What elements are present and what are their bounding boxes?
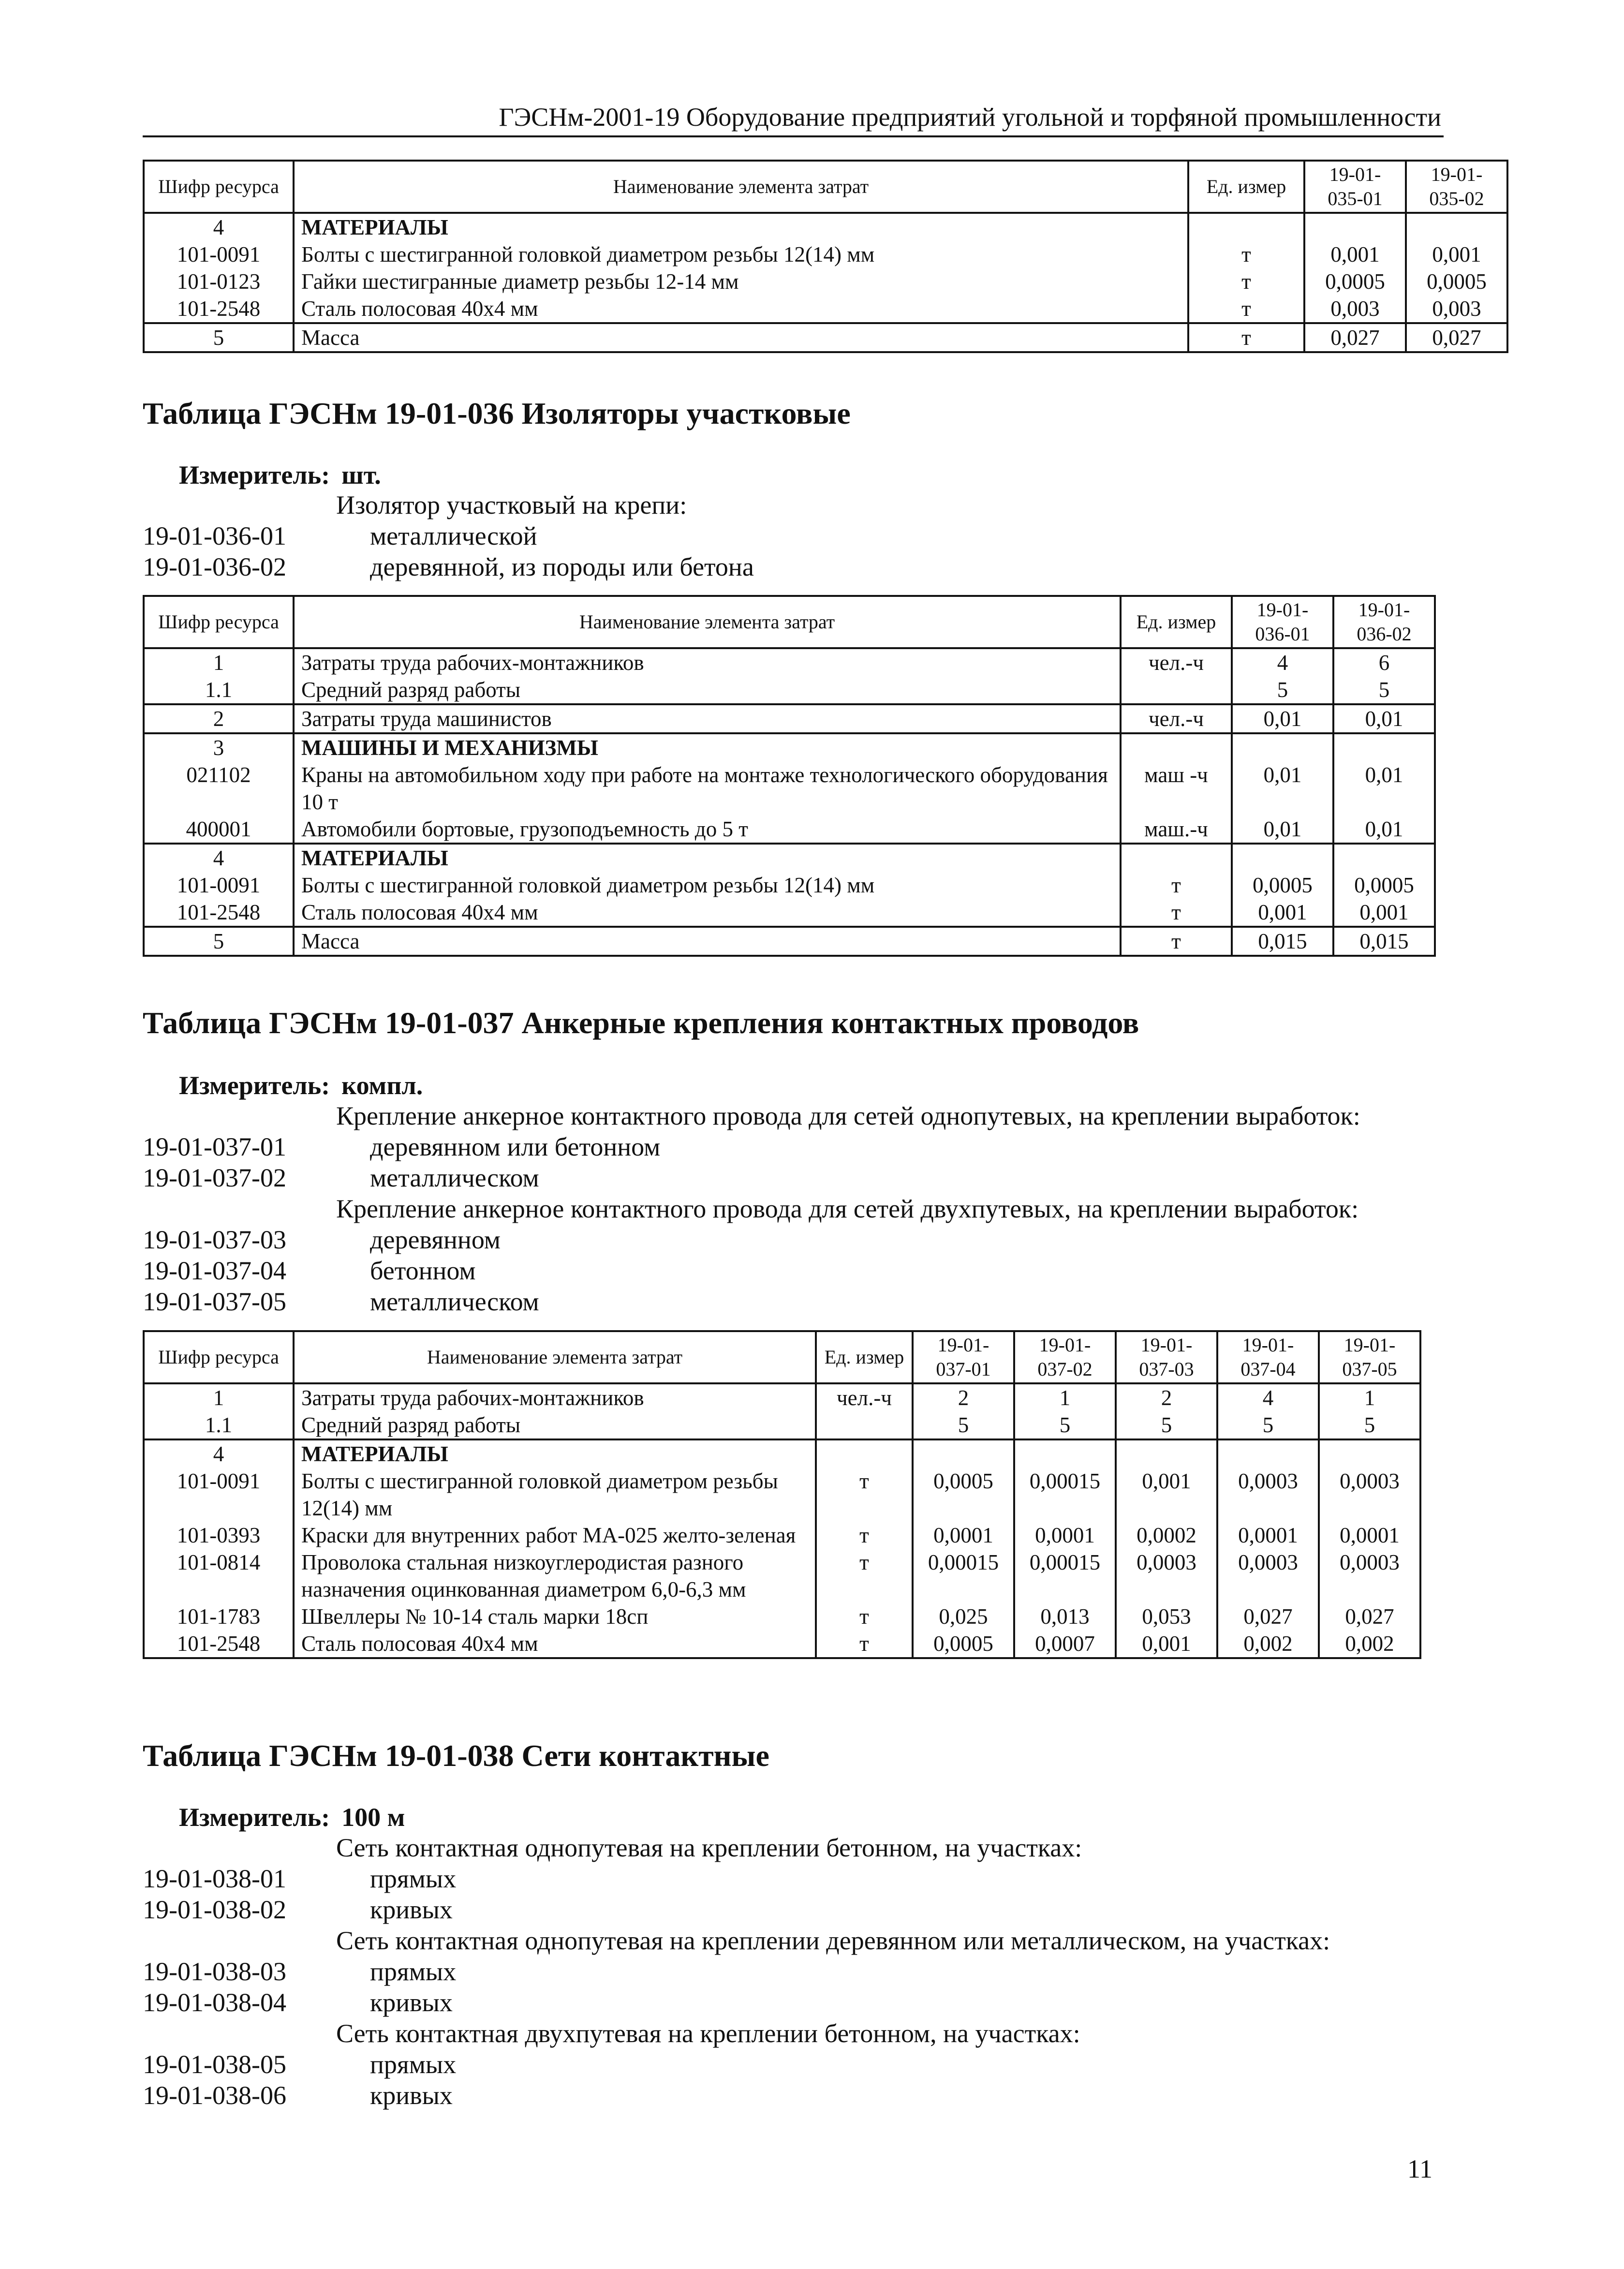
table-row (144, 899, 1435, 927)
norm-value: 0,0001 (1319, 1522, 1420, 1549)
norm-value: 0,0007 (1014, 1630, 1116, 1658)
norm-value: 0,0001 (913, 1522, 1014, 1549)
norm-value: 0,0003 (1217, 1468, 1319, 1522)
table-row (144, 1522, 1420, 1549)
resource-code: 101-2548 (144, 295, 294, 323)
variant-code: 19-01-037-05 (143, 1287, 286, 1316)
measure-038 (179, 1802, 416, 1833)
resource-code: 400001 (144, 816, 294, 844)
norm-value: 0,0005 (1304, 268, 1406, 295)
table-row (144, 1630, 1420, 1658)
running-header: ГЭСНм-2001-19 Оборудование предприятий угольной и торфяной промышленности (499, 103, 1441, 132)
column-header-code: Шифр ресурса (144, 596, 294, 648)
variants-036 (143, 489, 1448, 582)
variant-group-text: Крепление анкерное контактного провода для сетей двухпутевых, на креплении выработок: (336, 1194, 1359, 1223)
variant-code: 19-01-037-03 (143, 1225, 286, 1254)
norm-value (1333, 844, 1435, 872)
table-row (144, 648, 1435, 676)
variant-code: 19-01-037-01 (143, 1132, 286, 1161)
norm-value: 0,0002 (1116, 1522, 1217, 1549)
norm-value: 0,01 (1232, 816, 1333, 844)
column-header-norm: 19-01-037-05 (1319, 1331, 1420, 1383)
variant-code: 19-01-038-03 (143, 1957, 286, 1986)
variant-row (143, 1894, 1448, 1925)
resource-code: 5 (144, 927, 294, 956)
norm-value: 0,013 (1014, 1603, 1116, 1630)
unit: т (816, 1630, 913, 1658)
unit: маш -ч (1121, 761, 1232, 816)
unit (1188, 213, 1304, 241)
variant-text: бетонном (370, 1256, 476, 1285)
variant-row (143, 1224, 1448, 1255)
unit: т (1188, 268, 1304, 295)
variant-row (143, 1255, 1448, 1286)
resource-name: МАШИНЫ И МЕХАНИЗМЫ (294, 733, 1121, 761)
variant-text: прямых (370, 2050, 457, 2079)
norm-value: 0,00015 (913, 1549, 1014, 1603)
variant-text: кривых (370, 1895, 453, 1924)
resource-code: 1.1 (144, 676, 294, 704)
resource-code: 101-1783 (144, 1603, 294, 1630)
resource-name: Средний разряд работы (294, 676, 1121, 704)
variant-code: 19-01-038-01 (143, 1864, 286, 1893)
table-row (144, 1439, 1420, 1468)
norm-value: 0,0003 (1319, 1468, 1420, 1522)
resource-code: 101-0091 (144, 1468, 294, 1522)
table-row (144, 295, 1507, 323)
norm-value: 0,0005 (1333, 872, 1435, 899)
norm-value (1333, 733, 1435, 761)
table-row (144, 844, 1435, 872)
resource-code: 4 (144, 213, 294, 241)
resource-code: 101-2548 (144, 1630, 294, 1658)
unit (1121, 844, 1232, 872)
unit: т (1188, 241, 1304, 268)
variant-code: 19-01-037-04 (143, 1256, 286, 1285)
norm-value: 0,0003 (1116, 1549, 1217, 1603)
page-number: 11 (1407, 2154, 1432, 2183)
norm-value (1232, 733, 1333, 761)
norm-value: 0,001 (1232, 899, 1333, 927)
resource-code: 101-0814 (144, 1549, 294, 1603)
norm-value: 5 (1333, 676, 1435, 704)
measure-label: Измеритель: (179, 1071, 330, 1100)
norm-value: 0,01 (1232, 704, 1333, 733)
resource-name: Болты с шестигранной головкой диаметром резьбы 12(14) мм (294, 872, 1121, 899)
table-row (144, 704, 1435, 733)
column-header-norm: 19-01-035-01 (1304, 161, 1406, 213)
norm-value: 0,002 (1217, 1630, 1319, 1658)
norm-value: 0,025 (913, 1603, 1014, 1630)
norm-value: 0,0005 (913, 1630, 1014, 1658)
header-rule (143, 135, 1444, 137)
resource-name: Проволока стальная низкоуглеродистая разного назначения оцинкованная диаметром 6,0-6,3 мм (294, 1549, 816, 1603)
norm-value: 0,001 (1304, 241, 1406, 268)
norm-value: 4 (1232, 648, 1333, 676)
norm-value (1014, 1439, 1116, 1468)
norm-value: 0,01 (1333, 816, 1435, 844)
norm-value: 5 (1319, 1411, 1420, 1439)
norm-value: 0,053 (1116, 1603, 1217, 1630)
table-row (144, 1549, 1420, 1603)
resource-name: Затраты труда рабочих-монтажников (294, 648, 1121, 676)
variant-text: металлическом (370, 1163, 539, 1192)
variant-row (143, 1131, 1448, 1162)
table-row (144, 872, 1435, 899)
table-title-036: Таблица ГЭСНм 19-01-036 Изоляторы участковые (143, 396, 851, 430)
norm-value: 0,015 (1333, 927, 1435, 956)
variant-code: 19-01-036-01 (143, 521, 286, 550)
norm-value: 0,001 (1116, 1630, 1217, 1658)
resource-code: 1.1 (144, 1411, 294, 1439)
column-header-norm: 19-01-036-02 (1333, 596, 1435, 648)
norm-value: 0,003 (1304, 295, 1406, 323)
table-header-row (144, 1331, 1420, 1383)
table-row (144, 1603, 1420, 1630)
norm-value (1304, 213, 1406, 241)
variant-group (143, 1925, 1448, 1956)
resource-name: МАТЕРИАЛЫ (294, 213, 1188, 241)
unit: т (816, 1522, 913, 1549)
norm-value: 0,0003 (1217, 1549, 1319, 1603)
resource-name: Краны на автомобильном ходу при работе на монтаже технологического оборудования 10 т (294, 761, 1121, 816)
variant-text: кривых (370, 1988, 453, 2017)
resource-code: 1 (144, 648, 294, 676)
column-header-norm: 19-01-037-04 (1217, 1331, 1319, 1383)
variant-text: деревянном (370, 1225, 501, 1254)
resource-name: Масса (294, 323, 1188, 352)
resource-name: Болты с шестигранной головкой диаметром резьбы 12(14) мм (294, 241, 1188, 268)
variant-row (143, 2049, 1448, 2080)
table-row (144, 733, 1435, 761)
norm-value: 0,0001 (1217, 1522, 1319, 1549)
resource-code: 2 (144, 704, 294, 733)
variant-text: деревянном или бетонном (370, 1132, 661, 1161)
resource-code: 101-0393 (144, 1522, 294, 1549)
norm-value (1319, 1439, 1420, 1468)
norm-value: 0,001 (1333, 899, 1435, 927)
resource-code: 5 (144, 323, 294, 352)
variant-code: 19-01-037-02 (143, 1163, 286, 1192)
table-row (144, 1383, 1420, 1411)
variant-code: 19-01-038-02 (143, 1895, 286, 1924)
norm-value: 1 (1319, 1383, 1420, 1411)
resource-code: 4 (144, 844, 294, 872)
norm-value: 0,003 (1406, 295, 1507, 323)
norm-value: 0,0003 (1319, 1549, 1420, 1603)
table-row (144, 323, 1507, 352)
unit (1121, 676, 1232, 704)
column-header-unit: Ед. измер (1188, 161, 1304, 213)
norm-value: 4 (1217, 1383, 1319, 1411)
table-title-037: Таблица ГЭСНм 19-01-037 Анкерные крепления контактных проводов (143, 1006, 1139, 1040)
measure-label: Измеритель: (179, 1803, 330, 1832)
variant-group-text: Крепление анкерное контактного провода для сетей однопутевых, на креплении выработок: (336, 1101, 1360, 1130)
norm-value: 2 (1116, 1383, 1217, 1411)
norm-value: 0,027 (1217, 1603, 1319, 1630)
variant-group (143, 2018, 1448, 2049)
norm-value: 0,0005 (913, 1468, 1014, 1522)
resource-name: Сталь полосовая 40х4 мм (294, 1630, 816, 1658)
unit: т (816, 1549, 913, 1603)
unit: т (816, 1468, 913, 1522)
norm-value: 0,027 (1406, 323, 1507, 352)
norm-value: 0,00015 (1014, 1468, 1116, 1522)
variant-group-text: Сеть контактная двухпутевая на креплении бетонном, на участках: (336, 2019, 1080, 2048)
norm-value: 0,002 (1319, 1630, 1420, 1658)
variant-code: 19-01-038-06 (143, 2081, 286, 2110)
norm-value: 2 (913, 1383, 1014, 1411)
norm-value: 5 (913, 1411, 1014, 1439)
resource-name: Сталь полосовая 40х4 мм (294, 295, 1188, 323)
norm-value: 5 (1217, 1411, 1319, 1439)
variant-text: кривых (370, 2081, 453, 2110)
column-header-norm: 19-01-037-03 (1116, 1331, 1217, 1383)
table-row (144, 1468, 1420, 1522)
unit (1121, 733, 1232, 761)
column-header-name: Наименование элемента затрат (294, 161, 1188, 213)
variant-code: 19-01-036-02 (143, 552, 286, 581)
variant-code: 19-01-038-05 (143, 2050, 286, 2079)
norm-value: 0,01 (1333, 704, 1435, 733)
table-row (144, 213, 1507, 241)
column-header-norm: 19-01-037-02 (1014, 1331, 1116, 1383)
resource-table-037 (143, 1330, 1421, 1659)
unit: т (1121, 872, 1232, 899)
column-header-name: Наименование элемента затрат (294, 1331, 816, 1383)
variants-038 (143, 1832, 1448, 2111)
column-header-name: Наименование элемента затрат (294, 596, 1121, 648)
resource-name: Масса (294, 927, 1121, 956)
resource-name: Болты с шестигранной головкой диаметром резьбы 12(14) мм (294, 1468, 816, 1522)
table-row (144, 241, 1507, 268)
table-row (144, 676, 1435, 704)
resource-code: 3 (144, 733, 294, 761)
norm-value (913, 1439, 1014, 1468)
measure-037 (179, 1070, 434, 1101)
norm-value: 0,0005 (1406, 268, 1507, 295)
variant-text: прямых (370, 1864, 457, 1893)
measure-036 (179, 460, 393, 490)
measure-label: Измеритель: (179, 460, 330, 489)
table-row (144, 761, 1435, 816)
unit: чел.-ч (816, 1383, 913, 1411)
variant-group (143, 1100, 1448, 1131)
norm-value: 5 (1014, 1411, 1116, 1439)
variant-group (143, 1832, 1448, 1863)
norm-value: 0,01 (1333, 761, 1435, 816)
column-header-unit: Ед. измер (816, 1331, 913, 1383)
variant-row (143, 2080, 1448, 2111)
unit (816, 1411, 913, 1439)
unit: т (1188, 295, 1304, 323)
variant-row (143, 1162, 1448, 1193)
variant-row (143, 520, 1448, 551)
norm-value: 1 (1014, 1383, 1116, 1411)
resource-name: Гайки шестигранные диаметр резьбы 12-14 мм (294, 268, 1188, 295)
resource-name: Затраты труда рабочих-монтажников (294, 1383, 816, 1411)
norm-value (1116, 1439, 1217, 1468)
variant-row (143, 1956, 1448, 1987)
table-header-row (144, 596, 1435, 648)
unit: т (816, 1603, 913, 1630)
variants-037 (143, 1100, 1448, 1317)
table-row (144, 268, 1507, 295)
column-header-norm: 19-01-037-01 (913, 1331, 1014, 1383)
column-header-norm: 19-01-036-01 (1232, 596, 1333, 648)
unit: маш.-ч (1121, 816, 1232, 844)
resource-code: 101-0123 (144, 268, 294, 295)
resource-name: Краски для внутренних работ МА-025 желто-зеленая (294, 1522, 816, 1549)
variant-group-text: Сеть контактная однопутевая на креплении деревянном или металлическом, на участках: (336, 1926, 1330, 1955)
table-row (144, 927, 1435, 956)
measure-value: 100 м (341, 1803, 405, 1832)
norm-value: 0,015 (1232, 927, 1333, 956)
resource-name: Швеллеры № 10-14 сталь марки 18сп (294, 1603, 816, 1630)
resource-code: 101-2548 (144, 899, 294, 927)
resource-code: 101-0091 (144, 872, 294, 899)
resource-code: 1 (144, 1383, 294, 1411)
norm-value: 0,00015 (1014, 1549, 1116, 1603)
variant-row (143, 1863, 1448, 1894)
norm-value: 0,001 (1116, 1468, 1217, 1522)
unit: чел.-ч (1121, 648, 1232, 676)
variant-text: металлической (370, 521, 537, 550)
resource-name: Затраты труда машинистов (294, 704, 1121, 733)
variant-text: деревянной, из породы или бетона (370, 552, 754, 581)
norm-value: 6 (1333, 648, 1435, 676)
norm-value (1232, 844, 1333, 872)
measure-value: шт. (341, 460, 381, 489)
resource-code: 101-0091 (144, 241, 294, 268)
variant-group (143, 489, 1448, 520)
norm-value: 5 (1232, 676, 1333, 704)
table-row (144, 816, 1435, 844)
variant-group (143, 1193, 1448, 1224)
variant-group-text: Изолятор участковый на крепи: (336, 490, 687, 519)
resource-table-035 (143, 160, 1508, 353)
resource-code: 021102 (144, 761, 294, 816)
table-row (144, 1411, 1420, 1439)
variant-row (143, 551, 1448, 582)
column-header-code: Шифр ресурса (144, 1331, 294, 1383)
variant-code: 19-01-038-04 (143, 1988, 286, 2017)
table-title-038: Таблица ГЭСНм 19-01-038 Сети контактные (143, 1738, 769, 1773)
variant-text: металлическом (370, 1287, 539, 1316)
unit: т (1121, 927, 1232, 956)
column-header-norm: 19-01-035-02 (1406, 161, 1507, 213)
resource-name: МАТЕРИАЛЫ (294, 844, 1121, 872)
resource-code: 4 (144, 1439, 294, 1468)
norm-value: 0,0001 (1014, 1522, 1116, 1549)
resource-name: Средний разряд работы (294, 1411, 816, 1439)
norm-value (1217, 1439, 1319, 1468)
resource-name: МАТЕРИАЛЫ (294, 1439, 816, 1468)
column-header-unit: Ед. измер (1121, 596, 1232, 648)
variant-row (143, 1987, 1448, 2018)
norm-value: 0,0005 (1232, 872, 1333, 899)
norm-value: 5 (1116, 1411, 1217, 1439)
norm-value: 0,01 (1232, 761, 1333, 816)
resource-name: Сталь полосовая 40х4 мм (294, 899, 1121, 927)
norm-value: 0,027 (1319, 1603, 1420, 1630)
table-header-row (144, 161, 1507, 213)
norm-value (1406, 213, 1507, 241)
unit (816, 1439, 913, 1468)
variant-text: прямых (370, 1957, 457, 1986)
unit: чел.-ч (1121, 704, 1232, 733)
norm-value: 0,027 (1304, 323, 1406, 352)
unit: т (1121, 899, 1232, 927)
variant-row (143, 1286, 1448, 1317)
measure-value: компл. (341, 1071, 423, 1100)
resource-name: Автомобили бортовые, грузоподъемность до 5 т (294, 816, 1121, 844)
unit: т (1188, 323, 1304, 352)
column-header-code: Шифр ресурса (144, 161, 294, 213)
norm-value: 0,001 (1406, 241, 1507, 268)
resource-table-036 (143, 595, 1436, 957)
variant-group-text: Сеть контактная однопутевая на креплении бетонном, на участках: (336, 1833, 1082, 1862)
